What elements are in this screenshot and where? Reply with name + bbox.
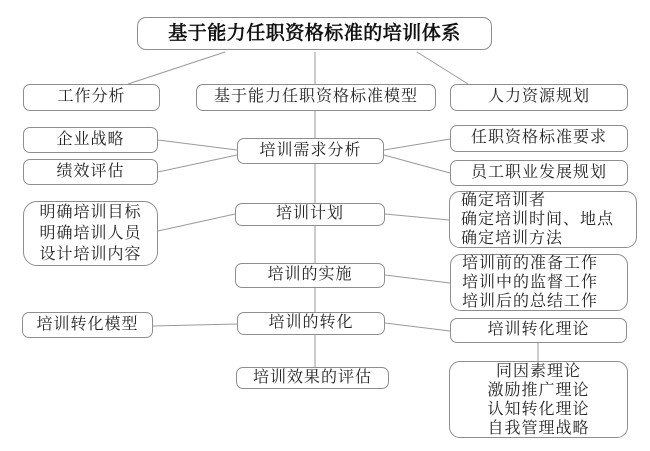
arrangement-line: 确定培训时间、地点 [461,211,615,228]
edge-training_plan-training_arrangements [385,214,449,220]
plan-details-line: 设计培训内容 [39,246,142,263]
node-training-evaluation: 培训效果的评估 [236,367,389,389]
node-training-arrangements [449,191,637,248]
node-transfer-theories-list [449,361,628,438]
edge-transfer_model-training_transfer [153,324,237,326]
edge-implementation-stage_tasks [385,275,450,283]
node-plan-details [23,201,158,266]
node-employee-career-planning: 员工职业发展规划 [450,160,628,186]
node-qualification-requirements: 任职资格标准要求 [450,125,628,152]
node-training-implementation: 培训的实施 [235,263,385,288]
node-title: 基于能力任职资格标准的培训体系 [137,17,492,50]
edge-training_transfer-transfer_theory [385,323,450,331]
theory-line: 认知转化理论 [487,400,590,418]
edge-performance_evaluation-needs_analysis [158,155,237,172]
edge-title-hr_planning [417,52,468,84]
edge-title-work_analysis [128,52,225,84]
arrangement-line: 确定培训方法 [461,230,564,247]
plan-details-line: 明确培训人员 [39,225,142,242]
node-corporate-strategy: 企业战略 [23,127,158,153]
stage-task-line: 培训中的监督工作 [462,274,599,291]
node-training-plan: 培训计划 [235,203,385,226]
edge-needs_analysis-employee_career_planning [384,155,450,173]
node-stage-tasks [450,254,628,311]
node-performance-evaluation: 绩效评估 [23,159,158,185]
stage-task-line: 培训后的总结工作 [462,293,599,310]
edge-needs_analysis-qualification_requirements [384,139,450,150]
node-training-transfer: 培训的转化 [237,312,385,335]
node-transfer-theory: 培训转化理论 [450,318,627,343]
node-training-needs-analysis: 培训需求分析 [237,138,384,164]
theory-line: 自我管理战略 [487,419,590,437]
node-transfer-model: 培训转化模型 [22,312,153,338]
stage-task-line: 培训前的准备工作 [462,255,599,272]
edge-corporate_strategy-needs_analysis [158,140,237,150]
node-work-analysis: 工作分析 [23,84,160,111]
theory-line: 同因素理论 [495,362,581,380]
edge-plan_details-training_plan [158,214,235,231]
plan-details-line: 明确培训目标 [39,204,142,221]
arrangement-line: 确定培训者 [461,192,547,209]
node-hr-planning: 人力资源规划 [450,84,628,111]
theory-line: 激励推广理论 [487,381,590,399]
node-qualification-model: 基于能力任职资格标准模型 [196,84,436,111]
